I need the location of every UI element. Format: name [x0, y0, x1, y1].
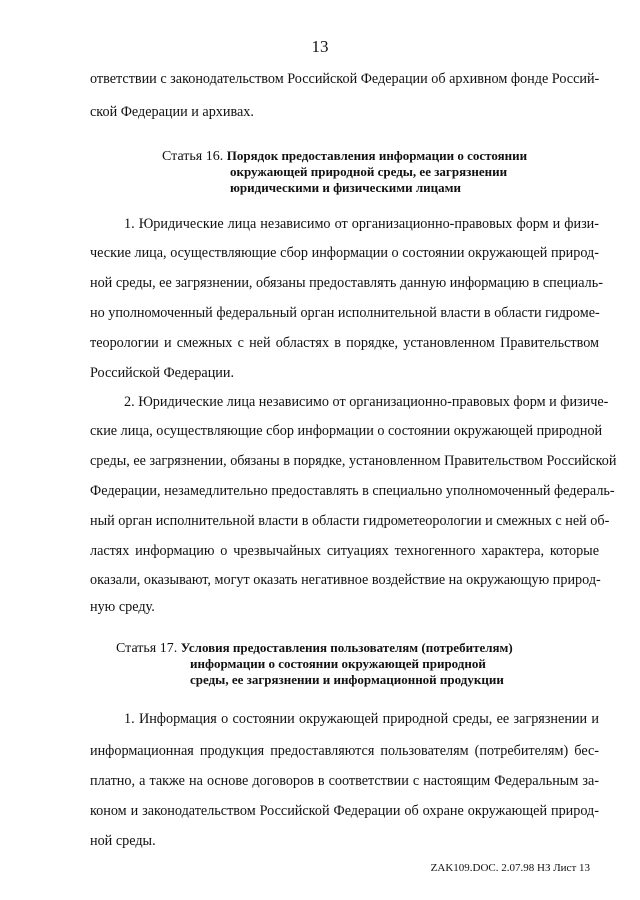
article-heading-line [116, 640, 513, 657]
text-line: ские лица, осуществляющие сбор информации о состоянии окружающей природной [90, 423, 603, 439]
text-line: Федерации, незамедлительно предоставлять в специально уполномоченный федераль- [90, 483, 615, 499]
article-heading-line [190, 656, 486, 673]
text-line: 1. Информация о состоянии окружающей природной среды, ее загрязнении и [124, 711, 599, 727]
article-heading-line [162, 148, 527, 165]
text-line: платно, а также на основе договоров в соответствии с настоящим Федеральным за- [90, 773, 599, 789]
text-line: оказали, оказывают, могут оказать негативное воздействие на окружающую природ- [90, 572, 601, 588]
text-line: ластях информацию о чрезвычайных ситуациях техногенного характера, которые [90, 543, 599, 559]
text-line: ный орган исполнительной власти в области гидрометеорологии и смежных с ней об- [90, 513, 610, 529]
text-line: Российской Федерации. [90, 365, 235, 381]
article-title-line: окружающей природной среды, ее загрязнении [230, 164, 508, 179]
text-line: но уполномоченный федеральный орган исполнительной власти в области гидроме- [90, 305, 600, 321]
article-title-line: Условия предоставления пользователям (потребителям) [180, 640, 513, 655]
article-heading-line [230, 180, 461, 197]
article-title-line: Порядок предоставления информации о состоянии [226, 148, 528, 163]
text-line: ческие лица, осуществляющие сбор информации о состоянии окружающей природ- [90, 245, 599, 261]
text-line: ную среду. [90, 599, 155, 615]
text-line: ответствии с законодательством Российской Федерации об архивном фонде Россий- [90, 71, 600, 87]
document-footer: ZAK109.DOC. 2.07.98 НЗ Лист 13 [430, 862, 590, 874]
article-heading-line [230, 164, 507, 181]
text-line: информационная продукция предоставляются пользователям (потребителям) бес- [90, 743, 599, 759]
article-heading-line [190, 672, 504, 689]
article-number: Статья 17. [116, 641, 178, 656]
page-number: 13 [311, 37, 329, 56]
text-line: среды, ее загрязнении, обязаны в порядке, установленном Правительством Российской [90, 453, 617, 469]
article-title-line: информации о состоянии окружающей природной [190, 656, 486, 671]
text-line: 2. Юридические лица независимо от организационно-правовых форм и физиче- [124, 394, 609, 410]
article-title-line: среды, ее загрязнении и информационной продукции [190, 672, 504, 687]
text-line: ной среды. [90, 833, 156, 849]
article-title-line: юридическими и физическими лицами [230, 180, 461, 195]
article-number: Статья 16. [162, 149, 224, 164]
text-line: ской Федерации и архивах. [90, 104, 254, 120]
text-line: ной среды, ее загрязнении, обязаны предоставлять данную информацию в специаль- [90, 275, 603, 291]
text-line: 1. Юридические лица независимо от организационно-правовых форм и физи- [124, 216, 599, 232]
text-line: коном и законодательством Российской Федерации об охране окружающей природ- [90, 803, 599, 819]
text-line: теорологии и смежных с ней областях в порядке, установленном Правительством [90, 335, 599, 351]
